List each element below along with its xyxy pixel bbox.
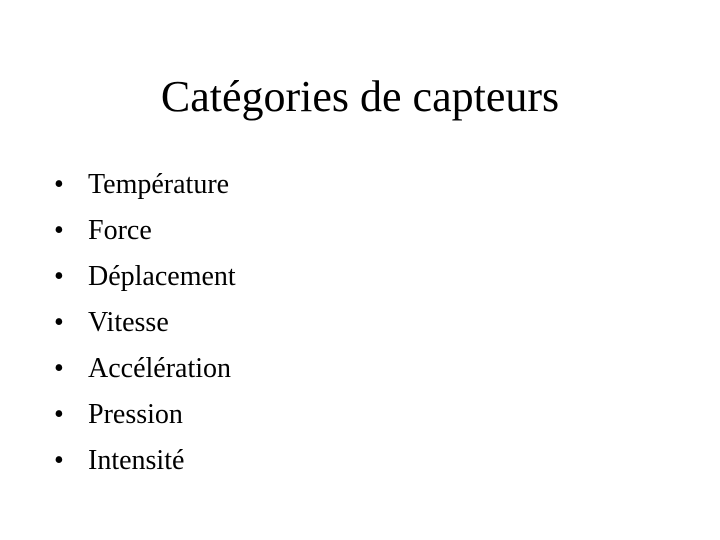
- bullet-icon: •: [54, 215, 64, 246]
- list-item-label: Température: [88, 169, 230, 200]
- bullet-icon: •: [54, 399, 64, 430]
- bullet-icon: •: [54, 307, 64, 338]
- bullet-icon: •: [54, 169, 64, 200]
- list-item: [54, 208, 674, 254]
- bullet-icon: •: [54, 445, 64, 476]
- list-item: [54, 254, 674, 300]
- list-item: [54, 346, 674, 392]
- list-item-label: Intensité: [88, 445, 185, 476]
- list-item-label: Accélération: [88, 353, 232, 384]
- list-item-label: Pression: [88, 399, 183, 430]
- slide-title: Catégories de capteurs: [160, 72, 560, 121]
- list-item-label: Vitesse: [88, 307, 169, 338]
- list-item: [54, 300, 674, 346]
- list-item: [54, 162, 674, 208]
- list-item: [54, 438, 674, 484]
- list-item-label: Déplacement: [88, 261, 236, 292]
- bullet-icon: •: [54, 261, 64, 292]
- bullet-icon: •: [54, 353, 64, 384]
- bullet-list: [54, 162, 674, 484]
- list-item: [54, 392, 674, 438]
- list-item-label: Force: [88, 215, 152, 246]
